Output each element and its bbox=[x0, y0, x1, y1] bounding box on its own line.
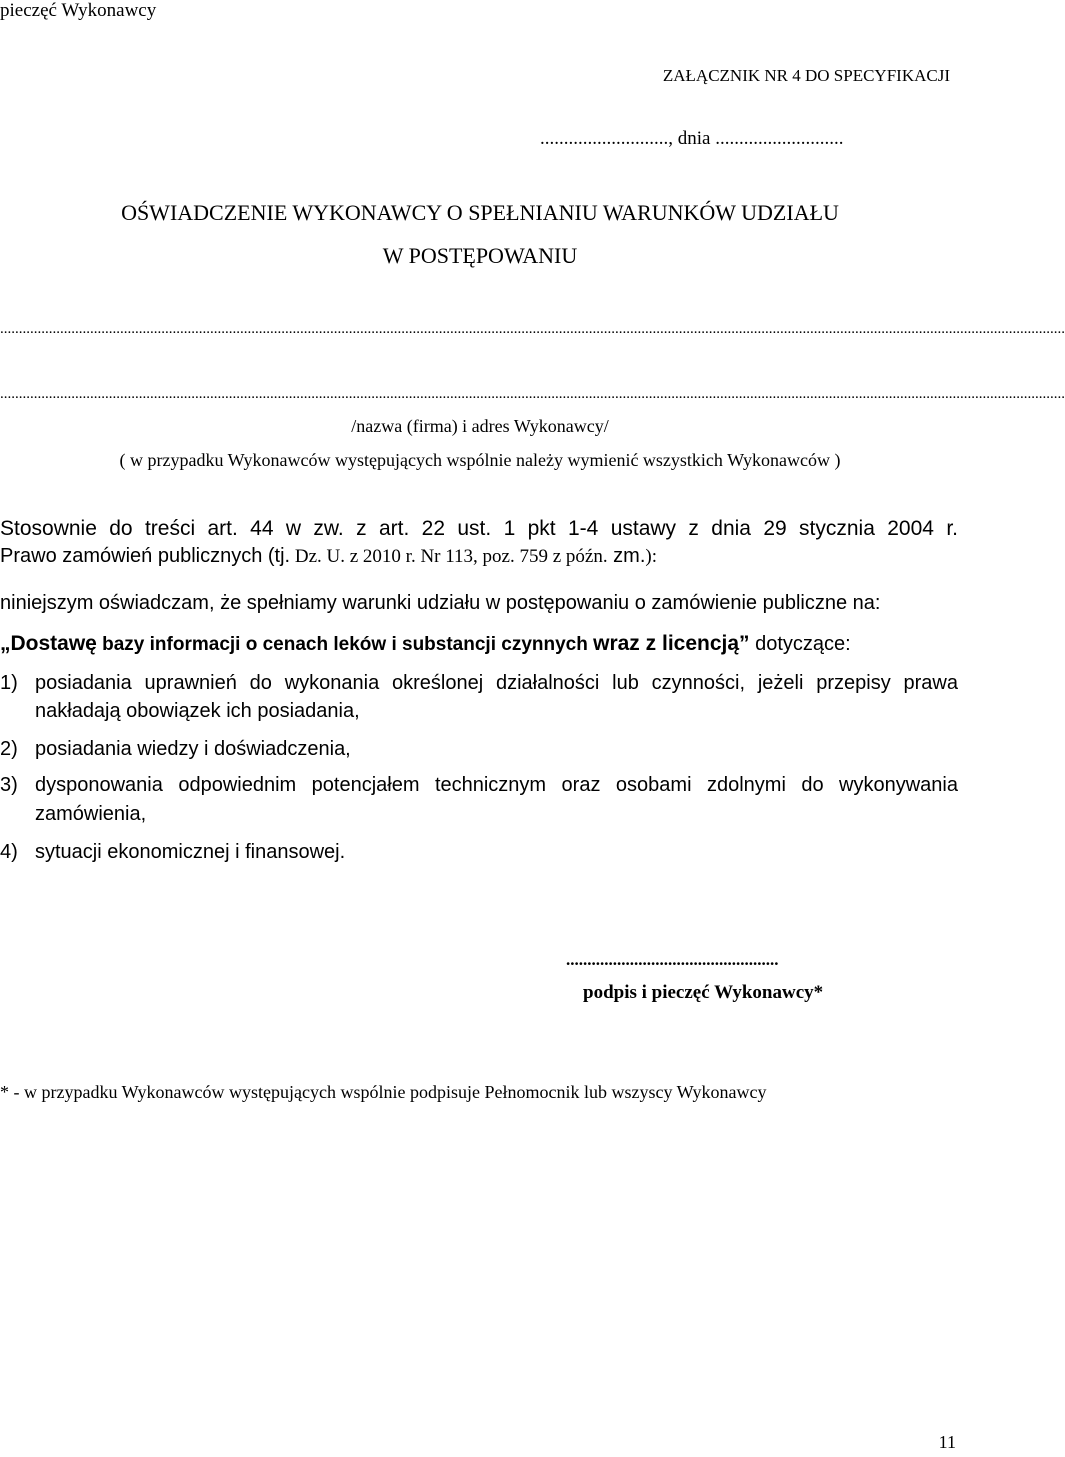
condition-1-continuation: nakładają obowiązek ich posiadania, bbox=[35, 700, 360, 722]
annex-heading: ZAŁĄCZNIK NR 4 DO SPECYFIKACJI bbox=[662, 66, 950, 85]
condition-number: 4) bbox=[0, 841, 18, 863]
signature-caption: podpis i pieczęć Wykonawcy* bbox=[583, 982, 824, 1003]
subject-description: bazy informacji o cenach leków i substancji czynnych bbox=[96, 634, 594, 655]
document-title-line-1: OŚWIADCZENIE WYKONAWCY O SPEŁNIANIU WARUNKÓW UDZIAŁU bbox=[121, 200, 839, 225]
contractor-stamp-label: pieczęć Wykonawcy bbox=[0, 0, 157, 21]
signature-line: .................................................. bbox=[566, 950, 779, 969]
condition-2 bbox=[0, 738, 351, 761]
legal-basis-journal-ref: Dz. U. z 2010 r. Nr 113, poz. 759 z późn. bbox=[290, 546, 608, 567]
subject-tail: dotyczące: bbox=[749, 633, 851, 655]
page-number: 11 bbox=[938, 1432, 956, 1452]
contractor-name-caption: /nazwa (firma) i adres Wykonawcy/ bbox=[351, 416, 609, 436]
procurement-subject bbox=[0, 632, 851, 656]
condition-text: dysponowania odpowiednim potencjałem technicznym oraz osobami zdolnymi do wykonywania bbox=[35, 774, 958, 796]
condition-text: sytuacji ekonomicznej i finansowej. bbox=[35, 841, 346, 863]
condition-4 bbox=[0, 841, 345, 864]
condition-text: posiadania wiedzy i doświadczenia, bbox=[35, 738, 351, 760]
legal-basis-closing: ): bbox=[645, 546, 657, 567]
condition-3 bbox=[0, 774, 958, 797]
legal-basis-act-name: Prawo zamówień publicznych (tj. bbox=[0, 545, 291, 567]
condition-number: 3) bbox=[0, 774, 18, 796]
subject-license: wraz z licencją” bbox=[593, 632, 750, 655]
subject-opening: „Dostawę bbox=[0, 632, 97, 655]
condition-1 bbox=[0, 672, 958, 695]
consortium-note: ( w przypadku Wykonawców występujących wspólnie należy wymienić wszystkich Wykonawców ) bbox=[119, 450, 841, 470]
footnote: * - w przypadku Wykonawców występujących wspólnie podpisuje Pełnomocnik lub wszyscy Wykonawcy bbox=[0, 1082, 767, 1102]
condition-text: posiadania uprawnień do wykonania określonej działalności lub czynności, jeżeli przepisy prawa bbox=[35, 672, 958, 694]
condition-number: 2) bbox=[0, 738, 18, 760]
declaration-intro: niniejszym oświadczam, że spełniamy warunki udziału w postępowaniu o zamówienie publiczne na: bbox=[0, 592, 881, 614]
condition-3-continuation: zamówienia, bbox=[35, 803, 147, 825]
legal-basis-amendments: zm. bbox=[607, 545, 646, 567]
contractor-name-field: ............................................................................................................................................................................................................................................................................................ bbox=[0, 321, 1065, 337]
place-date-line: ..........................., dnia ........................... bbox=[540, 128, 844, 149]
condition-number: 1) bbox=[0, 672, 18, 694]
legal-basis-line-2 bbox=[0, 545, 657, 568]
legal-basis-line-1: Stosownie do treści art. 44 w zw. z art. 22 ust. 1 pkt 1-4 ustawy z dnia 29 stycznia 2004 r. bbox=[0, 517, 958, 540]
contractor-address-field: ............................................................................................................................................................................................................................................................................................ bbox=[0, 386, 1065, 402]
document-title-line-2: W POSTĘPOWANIU bbox=[382, 243, 578, 268]
